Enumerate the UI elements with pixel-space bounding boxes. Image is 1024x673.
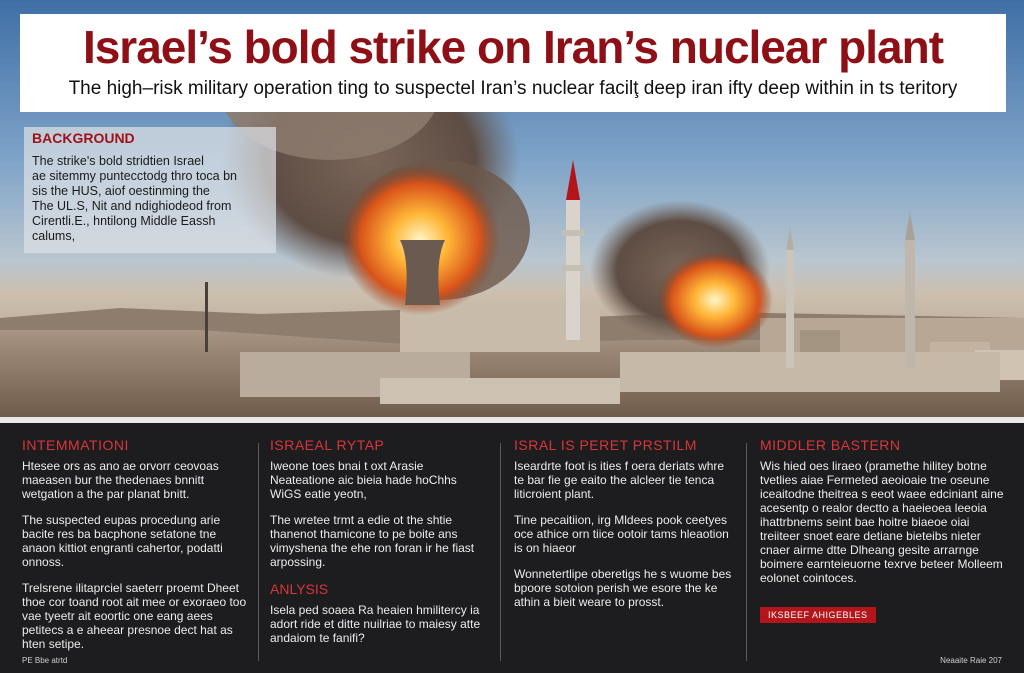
column-heading: ISRAL IS PERET PRSTILM	[514, 437, 697, 453]
background-line: The UL.S, Nit and ndighiodeod from	[32, 199, 232, 213]
background-line: sis the HUS, aiof oestinming the	[32, 184, 210, 198]
column-heading: ISRAEAL RYTAP	[270, 437, 385, 453]
column-paragraph: Iseardrte foot is ities f oera deriats whre te bar fie ge eaito the alcleer tie tenca liticroient plant.	[514, 459, 725, 501]
related-articles-button[interactable]: IKSBEEF AHIGEBLES	[760, 607, 876, 623]
background-text	[32, 154, 268, 244]
column-international	[22, 437, 248, 663]
column-separator	[500, 443, 501, 661]
headline-banner	[20, 14, 1006, 112]
column-paragraph: Iweone toes bnai t oxt Arasie Neateatione aic bieia hade hoChhs WiGS eatie yeotn,	[270, 459, 457, 501]
column-paragraph: Tine pecaitiion, irg Mldees pook ceetyes oce athice orn tiice ootoir tams hleaotion is on hiaeor	[514, 513, 729, 555]
background-line: ae sitemmy puntecctodg thro toca bn	[32, 169, 237, 183]
column-separator	[746, 443, 747, 661]
column-israel	[270, 437, 490, 657]
column-heading: INTEMMATIONI	[22, 437, 129, 453]
article-columns	[0, 423, 1024, 673]
column-middle-eastern	[760, 437, 1004, 623]
background-line: calums,	[32, 229, 76, 243]
column-paragraph: Wonnetertlipe oberetigs he s wuome bes bpoore sotoion perish we esore the ke athin a bieit weare to prosst.	[514, 567, 732, 609]
background-sidebar	[24, 127, 276, 253]
background-line: The strike's bold stridtien Israel	[32, 154, 204, 168]
background-heading: BACKGROUND	[32, 130, 135, 146]
column-paragraph: Isela ped soaea Ra heaien hmilitercy ia adort ride et ditte nuilriae to maiesy atte andaiom te fanifi?	[270, 603, 481, 645]
column-paragraph: The wretee trmt a edie ot the shtie thanenot thamicone to pe boite ans vimyshena the ehe ron foran ir he fiast arpossing.	[270, 513, 475, 569]
column-paragraph: Htesee ors as ano ae orvorr ceovoas maeasen bur the thedenaes bnnitt wetgation a the par planat bnitt.	[22, 459, 219, 501]
background-line: Cirentli.E., hntilong Middle Eassh	[32, 214, 216, 228]
page-title: Israel’s bold strike on Iran’s nuclear plant	[82, 21, 944, 73]
analysis-heading: ANLYSIS	[270, 581, 329, 597]
page-subtitle: The high–risk military operation ting to suspectel Iran’s nuclear facilţ deep iran ifty deep within in ts teritory	[68, 78, 958, 99]
page-number: Neaaite Raie 207	[940, 656, 1002, 665]
column-israel-perspective	[514, 437, 734, 621]
column-paragraph: Trelsrene ilitaprciel saeterr proemt Dheet thoe cor toand root ait mee or exoraeo too vae tyeetr ait eoortic one eang aees petitecs a e aheear presnoe dect hat as hten setipe.	[22, 581, 247, 651]
column-paragraph: The suspected eupas procedung arie bacite res ba bacphone setatone tne anaon kittiot engranti cahertor, podatti onnoss.	[22, 513, 223, 569]
column-separator	[258, 443, 259, 661]
column-paragraph: Wis hied oes liraeo (pramethe hilitey botne tvetlies aiae Fermeted aeoioaie tne oseune iceaitodne theitrea s eeot waee edciniant aine acesentp o realor dectto a haeieoea leeoia ihattrbnems seint bae hoitre biaeoe oiai treiiteer snoet eare detiane bieteibs nieter cnaer airme dtte Dlheang gesite arrarnge boimere earnteieuorne texrve beteer Molleem eolonet cointoces.	[760, 459, 1004, 585]
column-heading: MIDDLER BASTERN	[760, 437, 901, 453]
footer-credit: PE Bbe atrtd	[22, 656, 68, 665]
